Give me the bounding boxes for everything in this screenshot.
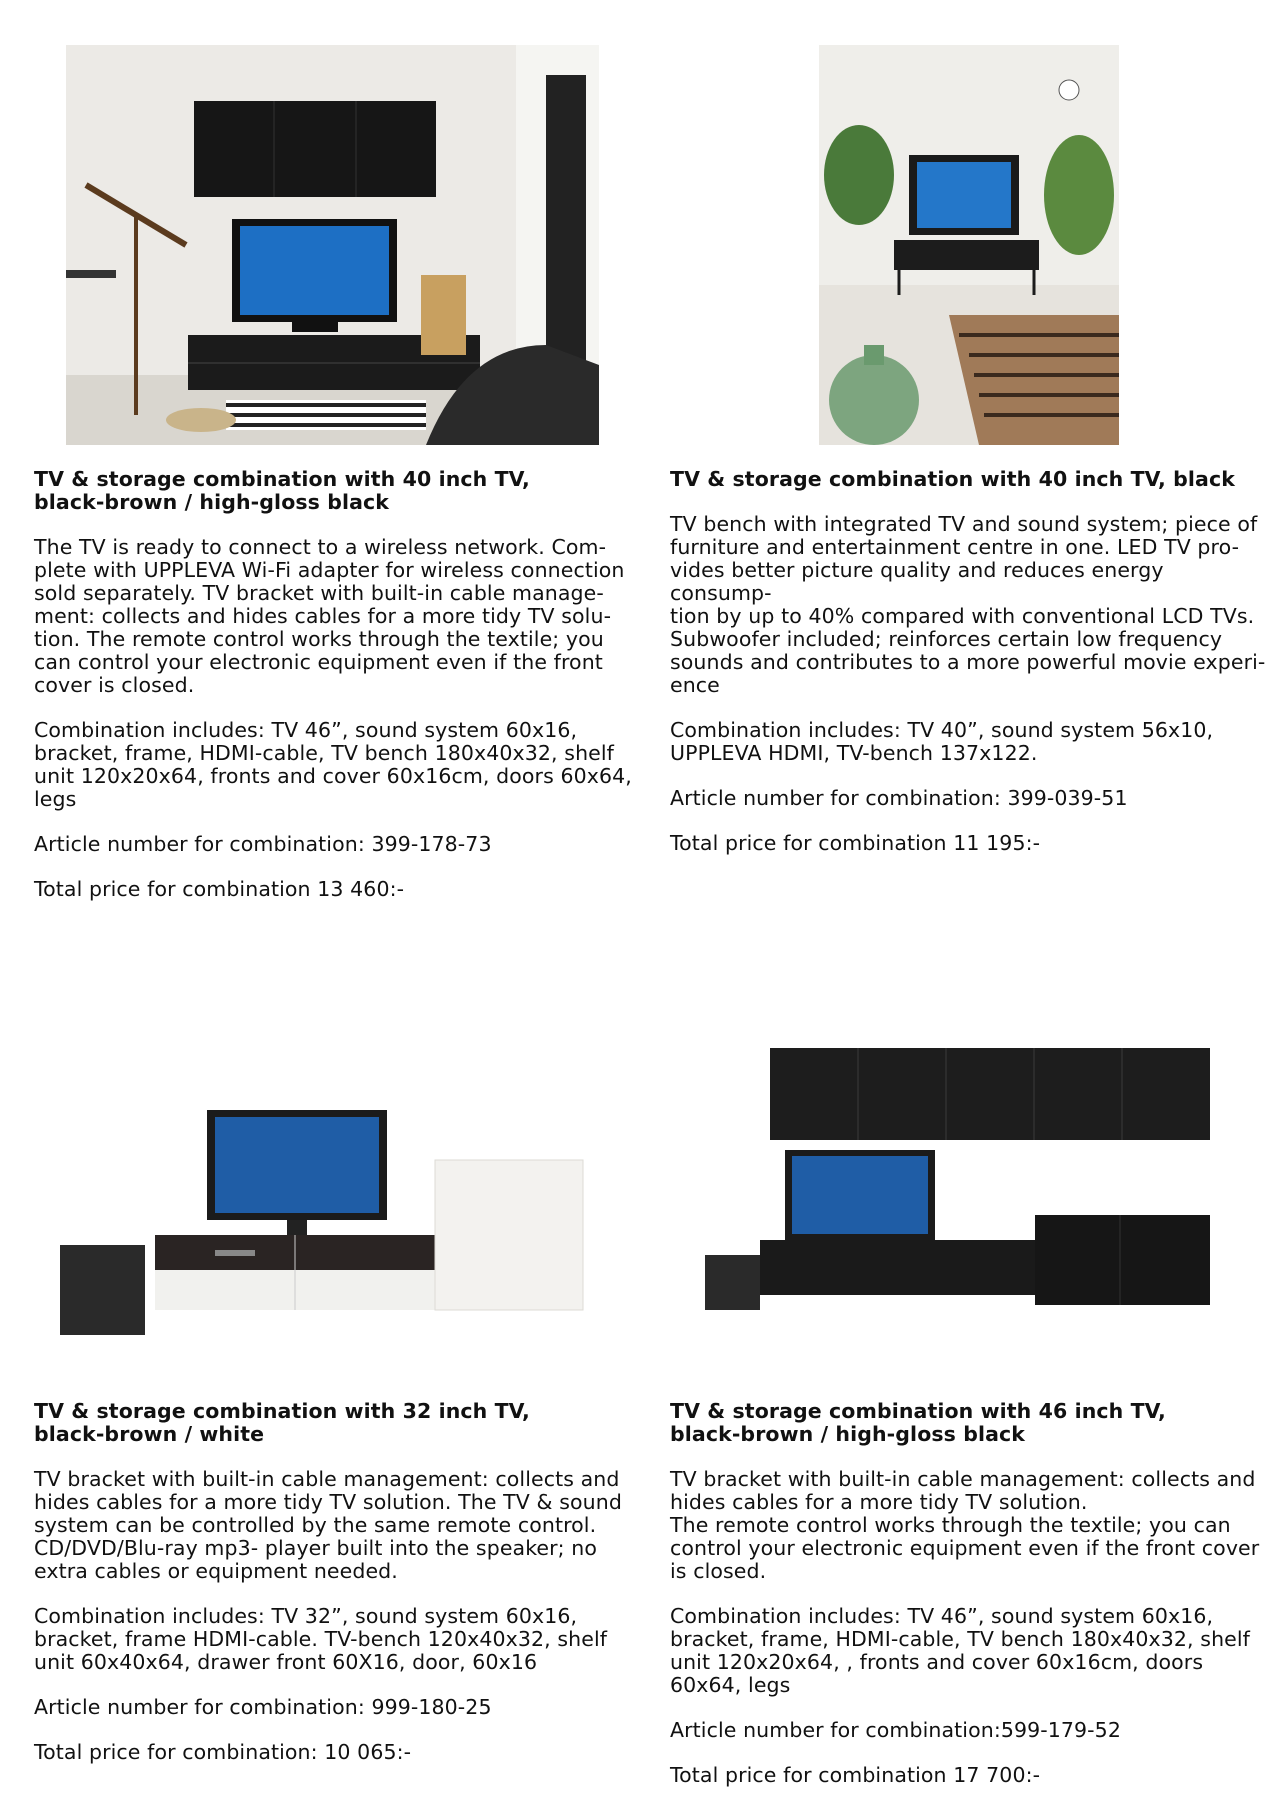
product-card-1 — [34, 468, 634, 923]
product-image-1 — [66, 45, 599, 445]
product-includes: Combination includes: TV 46”, sound system 60x16, bracket, frame, HDMI-cable, TV bench 180x40x32, shelf unit 120x20x64, fronts and cover 60x16cm, doors 60x64, legs — [34, 718, 632, 811]
product-includes: Combination includes: TV 46”, sound system 60x16, bracket, frame, HDMI-cable, TV bench 180x40x32, shelf unit 120x20x64, , fronts and cover 60x16cm, doors 60x64, legs — [670, 1604, 1250, 1697]
product-card-3 — [34, 1400, 634, 1786]
product-card-2 — [670, 468, 1270, 877]
product-description: TV bench with integrated TV and sound system; piece of furniture and entertainment centre in one. LED TV pro- vides better picture quality and reduces energy consump- tion by up to 40% compared with conventional LCD TVs. Subwoofer included; reinforces certain low frequency sounds and contributes to a more powerful movie experi- ence — [670, 512, 1266, 697]
product-article-number: Article number for combination: 399-039-51 — [670, 786, 1128, 810]
product-includes: Combination includes: TV 40”, sound system 56x10, UPPLEVA HDMI, TV-bench 137x122. — [670, 718, 1214, 765]
product-description: TV bracket with built-in cable management: collects and hides cables for a more tidy TV solution. The remote control works through the textile; you can control your electronic equipment even if the front cover is closed. — [670, 1467, 1260, 1583]
product-description: The TV is ready to connect to a wireless network. Com- plete with UPPLEVA Wi-Fi adapter for wireless connection sold separately. TV bracket with built-in cable manage- ment: collects and hides cables for a more tidy TV solu- tion. The remote control works through the textile; you can control your electronic equipment even if the front cover is closed. — [34, 535, 625, 697]
product-article-number: Article number for combination: 399-178-73 — [34, 832, 492, 856]
product-article-number: Article number for combination: 999-180-25 — [34, 1695, 492, 1719]
product-price: Total price for combination 11 195:- — [670, 831, 1041, 855]
product-includes: Combination includes: TV 32”, sound system 60x16, bracket, frame HDMI-cable. TV-bench 120x40x32, shelf unit 60x40x64, drawer front 60X16, door, 60x16 — [34, 1604, 608, 1674]
product-title: TV & storage combination with 40 inch TV, black — [670, 467, 1235, 491]
product-card-4 — [670, 1400, 1270, 1809]
product-title: TV & storage combination with 46 inch TV, black-brown / high-gloss black — [670, 1399, 1166, 1446]
product-price: Total price for combination: 10 065:- — [34, 1740, 412, 1764]
product-image-2 — [819, 45, 1119, 445]
product-title: TV & storage combination with 32 inch TV, black-brown / white — [34, 1399, 530, 1446]
product-price: Total price for combination 17 700:- — [670, 1763, 1041, 1787]
product-description: TV bracket with built-in cable management: collects and hides cables for a more tidy TV solution. The TV & sound system can be controlled by the same remote control. CD/DVD/Blu-ray mp3- player built into the speaker; no extra cables or equipment needed. — [34, 1467, 622, 1583]
product-image-4 — [700, 1040, 1215, 1360]
product-title: TV & storage combination with 40 inch TV, black-brown / high-gloss black — [34, 467, 530, 514]
product-article-number: Article number for combination:599-179-52 — [670, 1718, 1121, 1742]
product-image-3 — [55, 1100, 595, 1360]
product-price: Total price for combination 13 460:- — [34, 877, 405, 901]
